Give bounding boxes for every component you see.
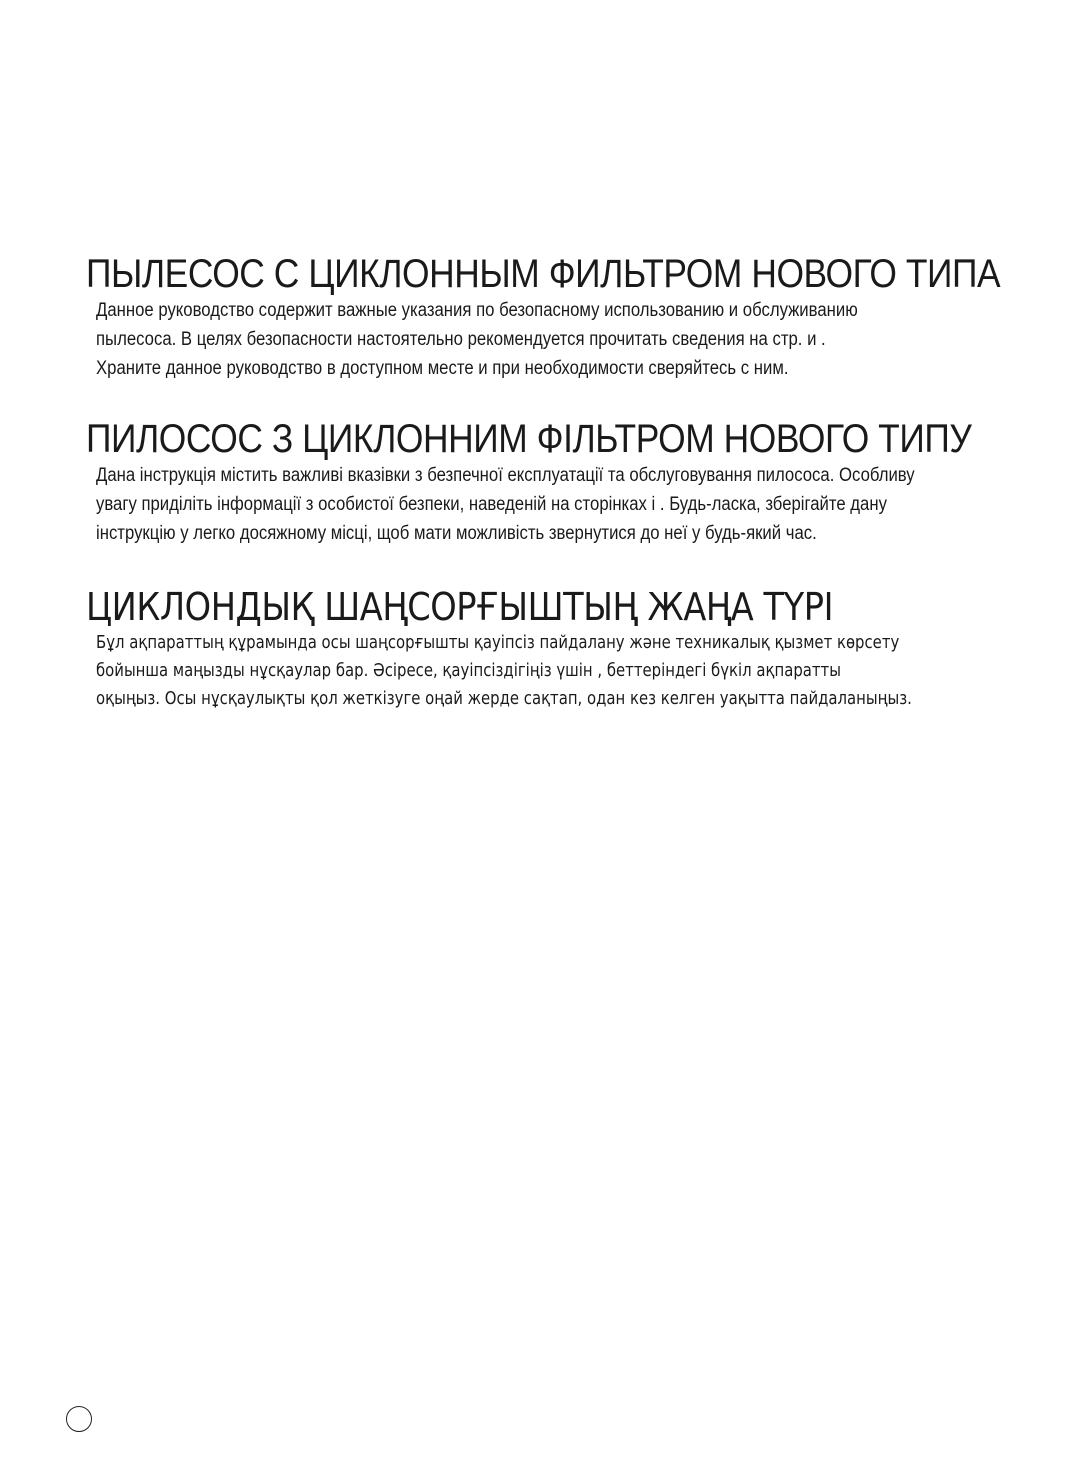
page-number-circle [66, 1406, 92, 1432]
section-russian [86, 252, 1016, 383]
intro-line: увагу приділіть інформації з особистої безпеки, наведеній на сторінках і . Будь-ласка, зберігайте дану [96, 494, 887, 515]
title-russian: ПЫЛЕСОС С ЦИКЛОННЫМ ФИЛЬТРОМ НОВОГО ТИПА [86, 252, 1001, 296]
intro-line: інструкцію у легко досяжному місці, щоб мати можливість звернутися до неї у будь-який час. [96, 523, 817, 544]
intro-kazakh [96, 629, 1016, 713]
title-kazakh: ЦИКЛОНДЫҚ ШАҢСОРҒЫШТЫҢ ЖАҢА ТҮРІ [86, 585, 834, 629]
intro-russian [96, 296, 1016, 383]
section-kazakh [86, 585, 1016, 713]
intro-line: пылесоса. В целях безопасности настоятельно рекомендуется прочитать сведения на стр. и . [96, 329, 826, 350]
intro-line: Бұл ақпараттың құрамында осы шаңсорғышты қауіпсіз пайдалану және техникалық қызмет көрсету [96, 633, 900, 653]
title-ukrainian: ПИЛОСОС З ЦИКЛОННИМ ФІЛЬТРОМ НОВОГО ТИПУ [86, 417, 972, 461]
intro-line: Данное руководство содержит важные указания по безопасному использованию и обслуживанию [96, 300, 858, 321]
intro-line: оқыңыз. Осы нұсқаулықты қол жеткізуге оңай жерде сақтап, одан кез келген уақытта пайдаланыңыз. [96, 689, 912, 709]
intro-line: Дана інструкція містить важливі вказівки з безпечної експлуатації та обслуговування пилососа. Особливу [96, 465, 915, 486]
intro-ukrainian [96, 461, 1016, 548]
section-ukrainian [86, 417, 1016, 548]
intro-line: Храните данное руководство в доступном месте и при необходимости сверяйтесь с ним. [96, 358, 789, 379]
intro-line: бойынша маңызды нұсқаулар бар. Әсіресе, қауіпсіздігіңіз үшін , беттеріндегі бүкіл ақпаратты [96, 661, 841, 681]
